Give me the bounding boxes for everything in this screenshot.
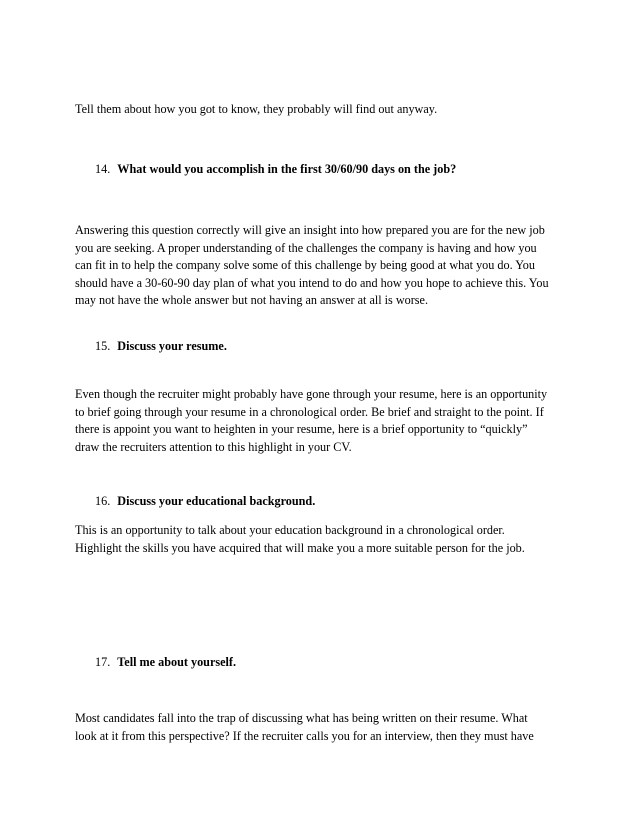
- answer-line: can fit in to help the company solve some of this challenge by being good at what you do. You: [75, 258, 535, 272]
- question-17-heading: [95, 654, 236, 671]
- question-17-title: Tell me about yourself.: [117, 655, 236, 669]
- answer-line: Highlight the skills you have acquired that will make you a more suitable person for the job.: [75, 540, 525, 555]
- answer-line: Most candidates fall into the trap of discussing what has being written on their resume. What: [75, 711, 528, 725]
- question-16-answer: [75, 522, 575, 557]
- intro-line: Tell them about how you got to know, they probably will find out anyway.: [75, 102, 438, 116]
- question-14-number: 14.: [95, 162, 111, 176]
- question-14-answer: [75, 222, 575, 310]
- question-16-title: Discuss your educational background.: [117, 494, 316, 508]
- question-16-heading: [95, 493, 315, 510]
- question-15-title: Discuss your resume.: [117, 339, 227, 353]
- question-14-heading: [95, 161, 456, 178]
- answer-line: should have a 30-60-90 day plan of what you intend to do and how you hope to achieve this. You: [75, 275, 549, 290]
- question-14-title: What would you accomplish in the first 30/60/90 days on the job?: [117, 162, 457, 176]
- answer-line: Answering this question correctly will give an insight into how prepared you are for the new job: [75, 223, 545, 237]
- answer-line: This is an opportunity to talk about your education background in a chronological order.: [75, 523, 505, 537]
- answer-line: there is appoint you want to heighten in your resume, here is a brief opportunity to “quickly”: [75, 422, 528, 436]
- question-16-number: 16.: [95, 494, 111, 508]
- answer-line: you are seeking. A proper understanding of the challenges the company is having and how you: [75, 240, 537, 255]
- answer-line: Even though the recruiter might probably have gone through your resume, here is an opportunity: [75, 387, 548, 401]
- question-15-number: 15.: [95, 339, 111, 353]
- intro-paragraph: [75, 101, 575, 119]
- question-15-answer: [75, 386, 575, 456]
- answer-line: look at it from this perspective? If the recruiter calls you for an interview, then they must have: [75, 728, 534, 743]
- answer-line: may not have the whole answer but not having an answer at all is worse.: [75, 293, 429, 307]
- answer-line: draw the recruiters attention to this highlight in your CV.: [75, 439, 352, 454]
- question-17-answer: [75, 710, 575, 745]
- question-15-heading: [95, 338, 227, 355]
- answer-line: to brief going through your resume in a chronological order. Be brief and straight to the point. If: [75, 404, 544, 419]
- question-17-number: 17.: [95, 655, 111, 669]
